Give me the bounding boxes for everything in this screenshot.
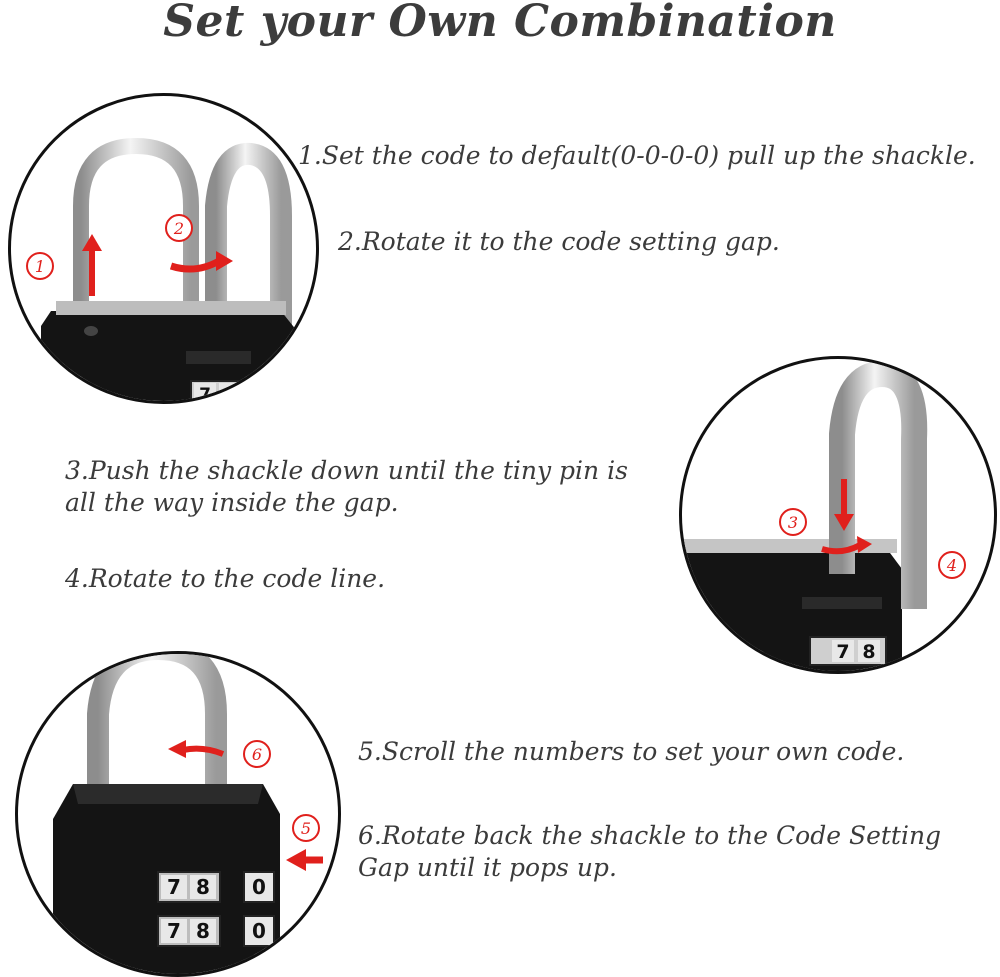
svg-text:4: 4 <box>946 556 958 575</box>
marker-1 <box>27 253 53 279</box>
illustration-push-shackle-down <box>679 356 997 674</box>
dial-digit: 7 <box>167 919 181 943</box>
dial-row <box>158 872 274 902</box>
dial-digit: 8 <box>196 875 210 899</box>
illustration-pull-up-shackle <box>8 93 319 404</box>
step-3-text-line2: all the way inside the gap. <box>65 488 399 517</box>
marker-4 <box>939 552 965 578</box>
step-4-text: 4.Rotate to the code line. <box>65 564 386 593</box>
dial-digit: 8 <box>862 641 876 663</box>
page-title: Set your Own Combination <box>163 0 837 47</box>
marker-5 <box>293 815 319 841</box>
shackle <box>98 654 216 804</box>
dial-digit: 0 <box>252 875 266 899</box>
dial-digit: 7 <box>199 385 211 401</box>
dial-digit: 7 <box>167 875 181 899</box>
step-1-text: 1.Set the code to default(0-0-0-0) pull up the shackle. <box>298 141 976 170</box>
dial-digit: 0 <box>252 919 266 943</box>
marker-2 <box>166 215 192 241</box>
step-6-text-line2: Gap until it pops up. <box>358 853 617 882</box>
dial-row <box>158 916 274 946</box>
lock-body <box>41 311 301 401</box>
step-5-text: 5.Scroll the numbers to set your own code. <box>358 737 905 766</box>
illustration-set-code <box>15 651 341 977</box>
dial-digit: 8 <box>224 385 236 401</box>
dial-digit: 7 <box>836 641 850 663</box>
step-6-text-line1: 6.Rotate back the shackle to the Code Setting <box>358 821 942 850</box>
marker-3 <box>780 509 806 535</box>
step-3-text-line1: 3.Push the shackle down until the tiny pin is <box>65 456 628 485</box>
marker-6 <box>244 741 270 767</box>
svg-text:3: 3 <box>787 513 799 532</box>
svg-text:1: 1 <box>34 257 46 276</box>
svg-text:2: 2 <box>173 219 185 238</box>
dial-digit: 8 <box>196 919 210 943</box>
arrow-left-icon <box>183 749 223 754</box>
svg-text:6: 6 <box>251 745 263 764</box>
svg-text:5: 5 <box>300 819 312 838</box>
step-2-text: 2.Rotate it to the code setting gap. <box>338 227 780 256</box>
